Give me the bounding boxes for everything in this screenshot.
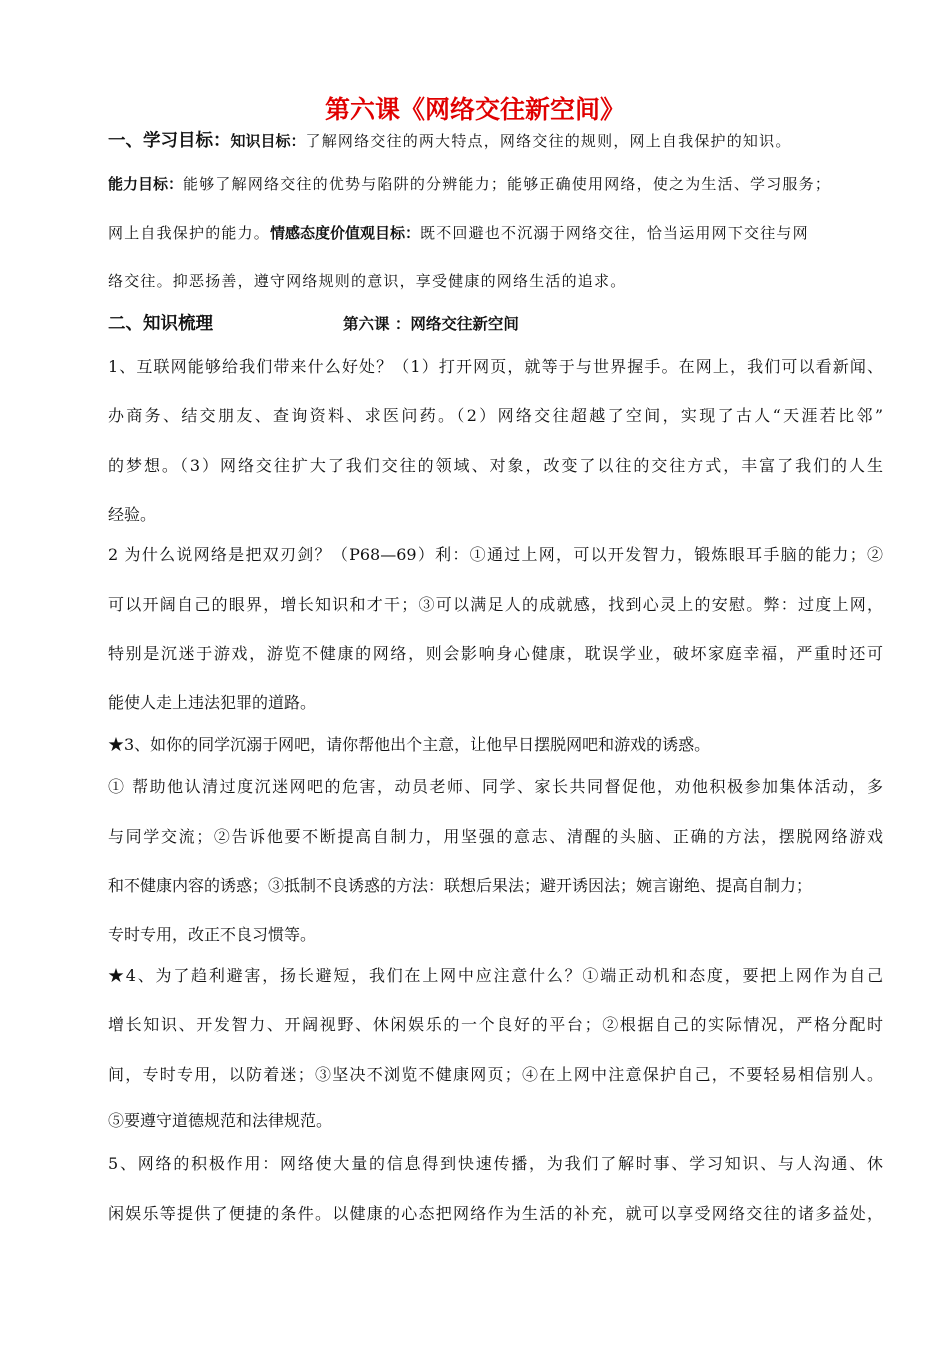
- q1-line-4: 经验。: [108, 505, 157, 524]
- emotion-goal-text-continued: 络交往。抑恶扬善，遵守网络规则的意识，享受健康的网络生活的追求。: [108, 272, 627, 290]
- q3-line-5: 专时专用，改正不良习惯等。: [108, 925, 317, 944]
- emotion-goal-text: 既不回避也不沉溺于网络交往，恰当运用网下交往与网: [420, 224, 809, 242]
- q2-line-3: 特别是沉迷于游戏，游览不健康的网络，则会影响身心健康，耽误学业，破坏家庭幸福，严重时还可: [108, 644, 883, 663]
- q4-line-2: 增长知识、开发智力、开阔视野、休闲娱乐的一个良好的平台；②根据自己的实际情况，严格分配时: [108, 1015, 883, 1034]
- q2-line-2: 可以开阔自己的眼界，增长知识和才干；③可以满足人的成就感，找到心灵上的安慰。弊：过度上网，: [108, 595, 883, 614]
- learning-goals-line-4: [108, 270, 883, 292]
- learning-goals-line-2: [108, 173, 883, 195]
- learning-goals-line-3: [108, 222, 883, 244]
- q3-line-3: 与同学交流；②告诉他要不断提高自制力，用坚强的意志、清醒的头脑、正确的方法，摆脱网络游戏: [108, 827, 883, 846]
- q5-line-2: 闲娱乐等提供了便捷的条件。以健康的心态把网络作为生活的补充，就可以享受网络交往的诸多益处，: [108, 1204, 883, 1223]
- q4-line-3: 间，专时专用，以防着迷；③坚决不浏览不健康网页；④在上网中注意保护自己，不要轻易相信别人。: [108, 1065, 883, 1084]
- q1-line-2: 办商务、结交朋友、查询资料、求医问药。（2）网络交往超越了空间，实现了古人“天涯若比邻”: [108, 406, 883, 425]
- q2-line-1: 2 为什么说网络是把双刃剑？（P68—69）利：①通过上网，可以开发智力，锻炼眼耳手脑的能力；②: [108, 545, 883, 564]
- section-1-heading: 一、学习目标：: [108, 131, 231, 151]
- q3-line-1: ★3、如你的同学沉溺于网吧，请你帮他出个主意，让他早日摆脱网吧和游戏的诱惑。: [108, 735, 711, 754]
- knowledge-review-heading-line: [108, 313, 883, 335]
- lesson-subheading: 第六课 ：网络交往新空间: [343, 315, 519, 333]
- knowledge-goal-label: 知识目标：: [230, 132, 306, 150]
- ability-goal-text: 能够了解网络交往的优势与陷阱的分辨能力；能够正确使用网络，使之为生活、学习服务；: [183, 175, 832, 193]
- q4-line-1: ★4、为了趋利避害，扬长避短，我们在上网中应注意什么？①端正动机和态度，要把上网作为自己: [108, 966, 883, 985]
- q4-line-4: ⑤要遵守道德规范和法律规范。: [108, 1111, 333, 1130]
- ability-goal-text-continued: 网上自我保护的能力。: [108, 224, 271, 242]
- knowledge-goal-text: 了解网络交往的两大特点，网络交往的规则，网上自我保护的知识。: [305, 132, 792, 150]
- q1-line-1: 1、互联网能够给我们带来什么好处？（1）打开网页，就等于与世界握手。在网上，我们可以看新闻、: [108, 357, 883, 376]
- ability-goal-label: 能力目标：: [108, 175, 184, 193]
- q5-line-1: 5、网络的积极作用：网络使大量的信息得到快速传播，为我们了解时事、学习知识、与人沟通、休: [108, 1154, 883, 1173]
- page-title: 第六课《网络交往新空间》: [324, 95, 625, 124]
- q3-line-2: ① 帮助他认清过度沉迷网吧的危害，动员老师、同学、家长共同督促他，劝他积极参加集体活动，多: [108, 777, 883, 796]
- q1-line-3: 的梦想。（3）网络交往扩大了我们交往的领域、对象，改变了以往的交往方式，丰富了我们的人生: [108, 456, 883, 475]
- section-2-heading: 二、知识梳理: [108, 314, 213, 334]
- q2-line-4: 能使人走上违法犯罪的道路。: [108, 693, 317, 712]
- learning-goals-line-1: [108, 130, 883, 152]
- q3-line-4: 和不健康内容的诱惑；③抵制不良诱惑的方法：联想后果法；避开诱因法；婉言谢绝、提高自制力；: [108, 876, 813, 895]
- emotion-goal-label: 情感态度价值观目标：: [270, 224, 421, 242]
